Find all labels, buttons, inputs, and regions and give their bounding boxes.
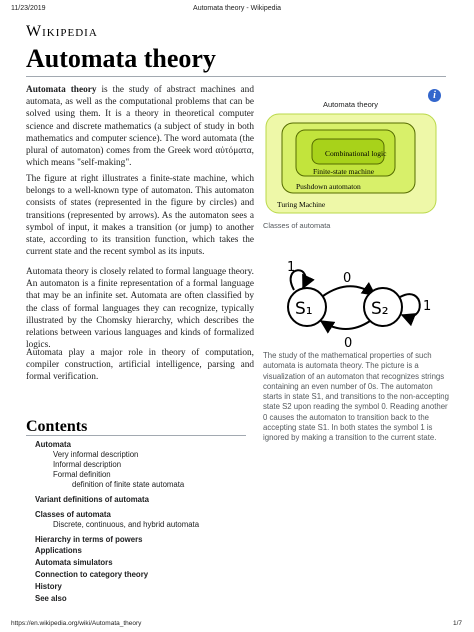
toc-item[interactable]: Automata simulators (35, 558, 113, 567)
state-s1-label: S₁ (295, 299, 313, 319)
figure1-caption: Classes of automata (263, 221, 331, 230)
contents-divider (26, 435, 246, 436)
toc-item[interactable]: Very informal description (53, 450, 139, 459)
s1-self-loop-label: 1 (287, 260, 296, 275)
toc-item[interactable]: Formal definition (53, 470, 111, 479)
toc-item[interactable]: See also (35, 594, 67, 603)
toc-item[interactable]: Connection to category theory (35, 570, 149, 579)
intro-text: is the study of abstract machines and automata, as well as the computational problems that can be solved using them. It is a theory in theoretical computer science and discrete mathematics (a subject of study in both mathematics and computer science). The word automata (the plural of automaton) comes from the Greek word αὐτόματα, which means "self-making". (26, 85, 254, 169)
finite-state-machine-label: Finite-state machine (313, 167, 375, 176)
formal-language-paragraph: Automata theory is closely related to formal language theory. An automaton is a finite representation of a formal language that may be an infinite set. Automata are often classified by the class of formal languages they can recognize, typically illustrated by the Chomsky hierarchy, which describes the relations between various languages and kinds of formalized logics. (26, 267, 254, 351)
title-divider (26, 76, 446, 77)
logo-wordmark: Wikipedia (26, 23, 98, 40)
toc-item[interactable]: Informal description (53, 460, 122, 469)
figure-title: Automata theory (323, 100, 379, 109)
print-date: 11/23/2019 (11, 5, 46, 12)
toc-item[interactable]: History (35, 582, 62, 591)
pushdown-automaton-label: Pushdown automaton (296, 182, 361, 191)
toc-item[interactable]: Discrete, continuous, and hybrid automata (53, 520, 200, 529)
classes-of-automata-figure (263, 95, 445, 217)
print-page-number: 1/7 (452, 620, 462, 627)
turing-machine-label: Turing Machine (277, 200, 326, 209)
toc-item[interactable]: Applications (35, 546, 82, 555)
intro-paragraph (26, 84, 254, 169)
toc-item[interactable]: Hierarchy in terms of powers (35, 535, 143, 544)
print-page-title: Automata theory - Wikipedia (193, 5, 281, 12)
print-footer (0, 620, 474, 630)
figure-paragraph: The figure at right illustrates a finite-state machine, which belongs to a well-known type of automaton. This automaton consists of states (represented in the figure by circles) and transitions (represented by arrows). As the automaton sees a symbol of input, it makes a transition (or jump) to another state, according to its transition function, which takes the current state and the recent symbol as its inputs. (26, 174, 254, 258)
s1-to-s2-arrow (323, 286, 375, 296)
toc-item[interactable]: Classes of automata (35, 510, 111, 519)
toc-item[interactable]: definition of finite state automata (72, 480, 185, 489)
contents-heading: Contents (26, 418, 88, 435)
s2-self-loop-label: 1 (423, 299, 432, 314)
applications-paragraph: Automata play a major role in theory of computation, compiler construction, artificial intelligence, parsing and formal verification. (26, 348, 254, 383)
print-url: https://en.wikipedia.org/wiki/Automata_theory (11, 620, 142, 627)
wikipedia-logo[interactable] (26, 23, 98, 41)
toc-item[interactable]: Variant definitions of automata (35, 495, 149, 504)
s2-to-s1-label: 0 (344, 336, 353, 349)
intro-lead-term: Automata theory (26, 85, 97, 95)
automaton-description: The study of the mathematical properties of such automata is automata theory. The picture is a visualization of an automaton that recognizes strings containing an even number of 0s. The automaton starts in state S1, and transitions to the non-accepting state S2 upon reading the symbol 0. Reading another 0 causes the automaton to transition back to the accepting state S1. In both states the symbol 1 is ignored by making a transition to the current state. (263, 351, 449, 443)
info-icon[interactable]: i (428, 89, 441, 102)
state-s2-label: S₂ (371, 299, 389, 319)
s2-self-loop-arrow (400, 294, 420, 316)
print-header (0, 5, 474, 15)
combinational-logic-label: Combinational logic (325, 149, 387, 158)
finite-state-automaton-diagram (263, 253, 449, 349)
page-title: Automata theory (26, 44, 216, 73)
s1-to-s2-label: 0 (343, 271, 352, 286)
s2-to-s1-arrow (321, 321, 370, 329)
toc-item[interactable]: Automata (35, 440, 71, 449)
